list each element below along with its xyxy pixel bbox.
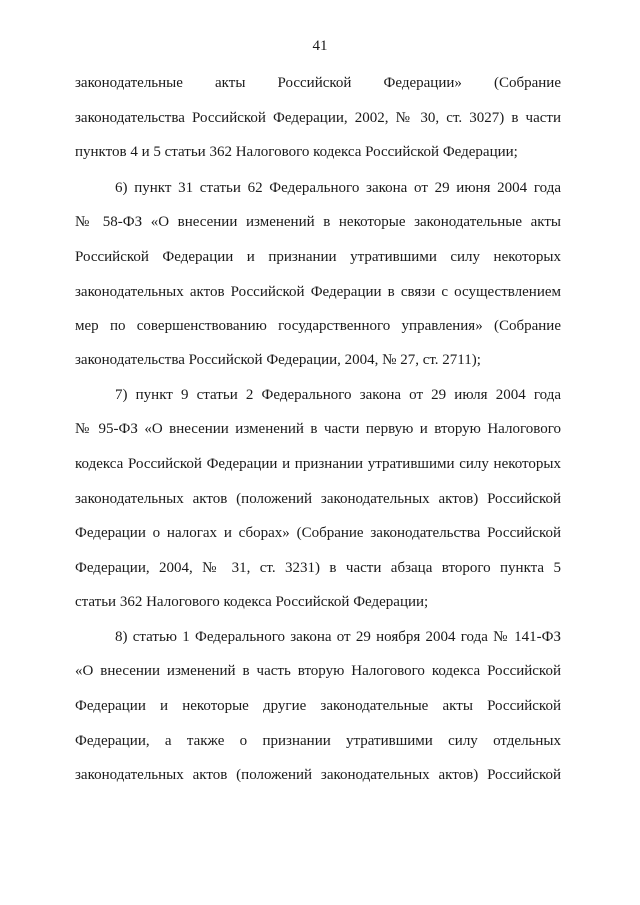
text-line: № 58-ФЗ «О внесении изменений в некоторые законодательные акты: [75, 214, 561, 230]
text-line: законодательных актов (положений законодательных актов) Российской: [75, 767, 561, 783]
text-line: мер по совершенствованию государственного управления» (Собрание: [75, 318, 561, 334]
text-line: законодательные акты Российской Федерации» (Собрание: [75, 75, 561, 91]
text-line: 8) статью 1 Федерального закона от 29 ноября 2004 года № 141-ФЗ: [115, 629, 561, 645]
text-line: Федерации, а также о признании утратившими силу отдельных: [75, 733, 561, 749]
text-line: кодекса Российской Федерации и признании утратившими силу некоторых: [75, 456, 561, 472]
text-line: 7) пункт 9 статьи 2 Федерального закона от 29 июля 2004 года: [115, 387, 561, 403]
text-line: законодательства Российской Федерации, 2002, № 30, ст. 3027) в части: [75, 110, 561, 126]
text-line: законодательных актов (положений законодательных актов) Российской: [75, 491, 561, 507]
text-line: Федерации, 2004, № 31, ст. 3231) в части абзаца второго пункта 5: [75, 560, 561, 576]
text-line: законодательства Российской Федерации, 2004, № 27, ст. 2711);: [75, 352, 481, 368]
text-line: статьи 362 Налогового кодекса Российской Федерации;: [75, 594, 429, 610]
text-line: законодательных актов Российской Федерации в связи с осуществлением: [75, 284, 561, 300]
page-number: 41: [312, 38, 328, 54]
text-line: «О внесении изменений в часть вторую Налогового кодекса Российской: [75, 663, 561, 679]
text-line: Федерации и некоторые другие законодательные акты Российской: [75, 698, 561, 714]
text-line: Российской Федерации и признании утратившими силу некоторых: [75, 249, 561, 265]
text-line: № 95-ФЗ «О внесении изменений в части первую и вторую Налогового: [75, 421, 561, 437]
text-line: 6) пункт 31 статьи 62 Федерального закона от 29 июня 2004 года: [115, 180, 561, 196]
text-line: пунктов 4 и 5 статьи 362 Налогового кодекса Российской Федерации;: [75, 144, 518, 160]
text-line: Федерации о налогах и сборах» (Собрание законодательства Российской: [75, 525, 561, 541]
